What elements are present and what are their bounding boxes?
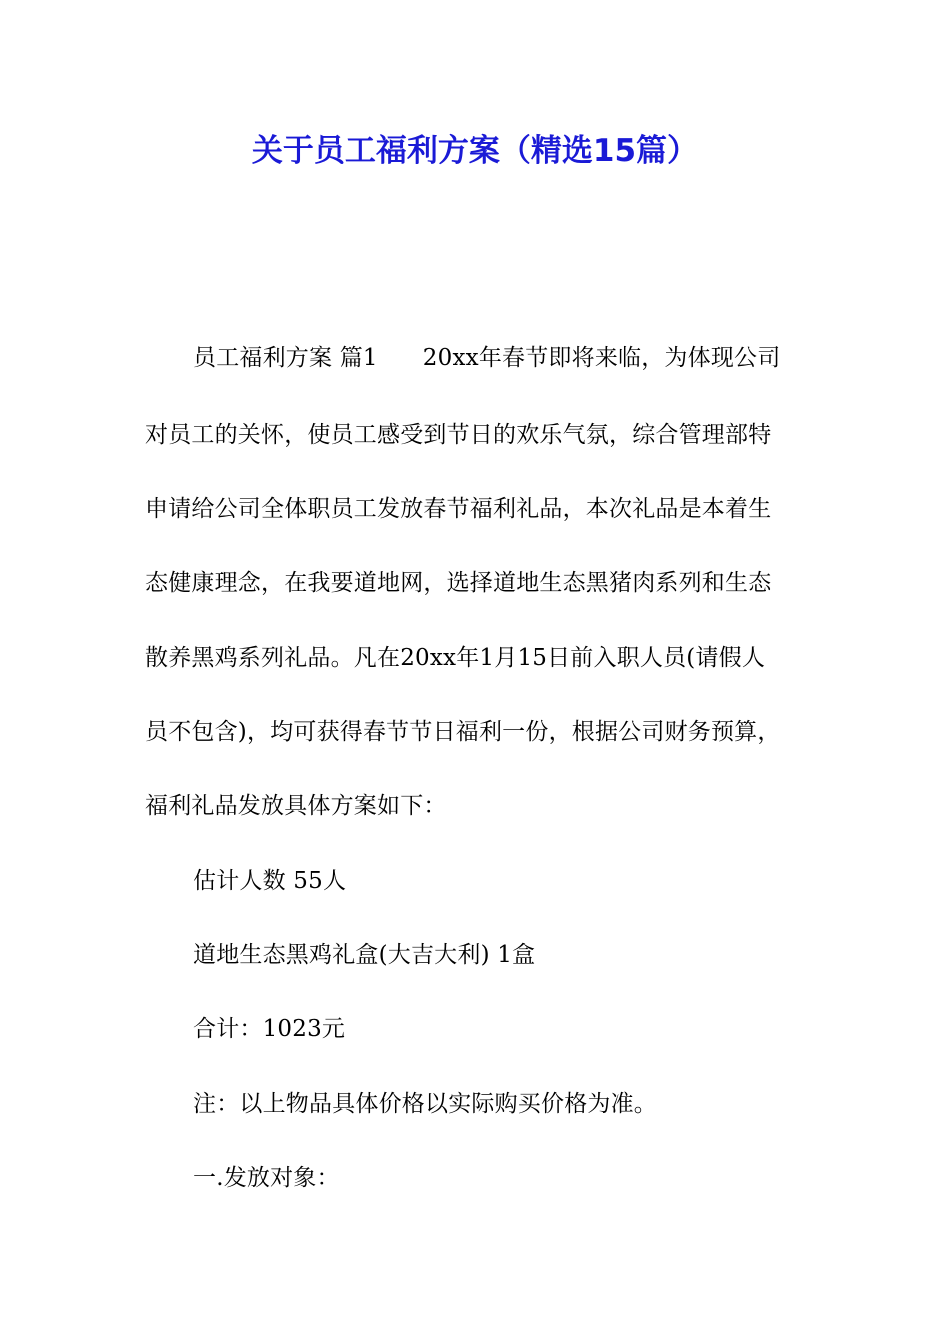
total-line: 合计：1023元 xyxy=(193,1016,346,1042)
paragraph-line-1: 员工福利方案 篇1 20xx年春节即将来临，为体现公司 xyxy=(193,345,781,371)
document-title: 关于员工福利方案（精选15篇） xyxy=(251,133,699,169)
note-line: 注：以上物品具体价格以实际购买价格为准。 xyxy=(193,1091,657,1117)
section-heading: 一.发放对象： xyxy=(193,1165,340,1191)
paragraph-line-4: 态健康理念，在我要道地网，选择道地生态黑猪肉系列和生态 xyxy=(145,570,772,596)
estimate-line: 估计人数 55人 xyxy=(193,868,347,894)
paragraph-line-3: 申请给公司全体职员工发放春节福利礼品，本次礼品是本着生 xyxy=(145,496,772,522)
paragraph-line-2: 对员工的关怀，使员工感受到节日的欢乐气氛，综合管理部特 xyxy=(145,422,772,448)
paragraph-line-7: 福利礼品发放具体方案如下： xyxy=(145,793,447,819)
gift-line: 道地生态黑鸡礼盒(大吉大利) 1盒 xyxy=(193,942,536,968)
paragraph-line-5: 散养黑鸡系列礼品。凡在20xx年1月15日前入职人员(请假人 xyxy=(145,645,766,671)
paragraph-line-6: 员不包含)，均可获得春节节日福利一份，根据公司财务预算， xyxy=(145,719,781,745)
